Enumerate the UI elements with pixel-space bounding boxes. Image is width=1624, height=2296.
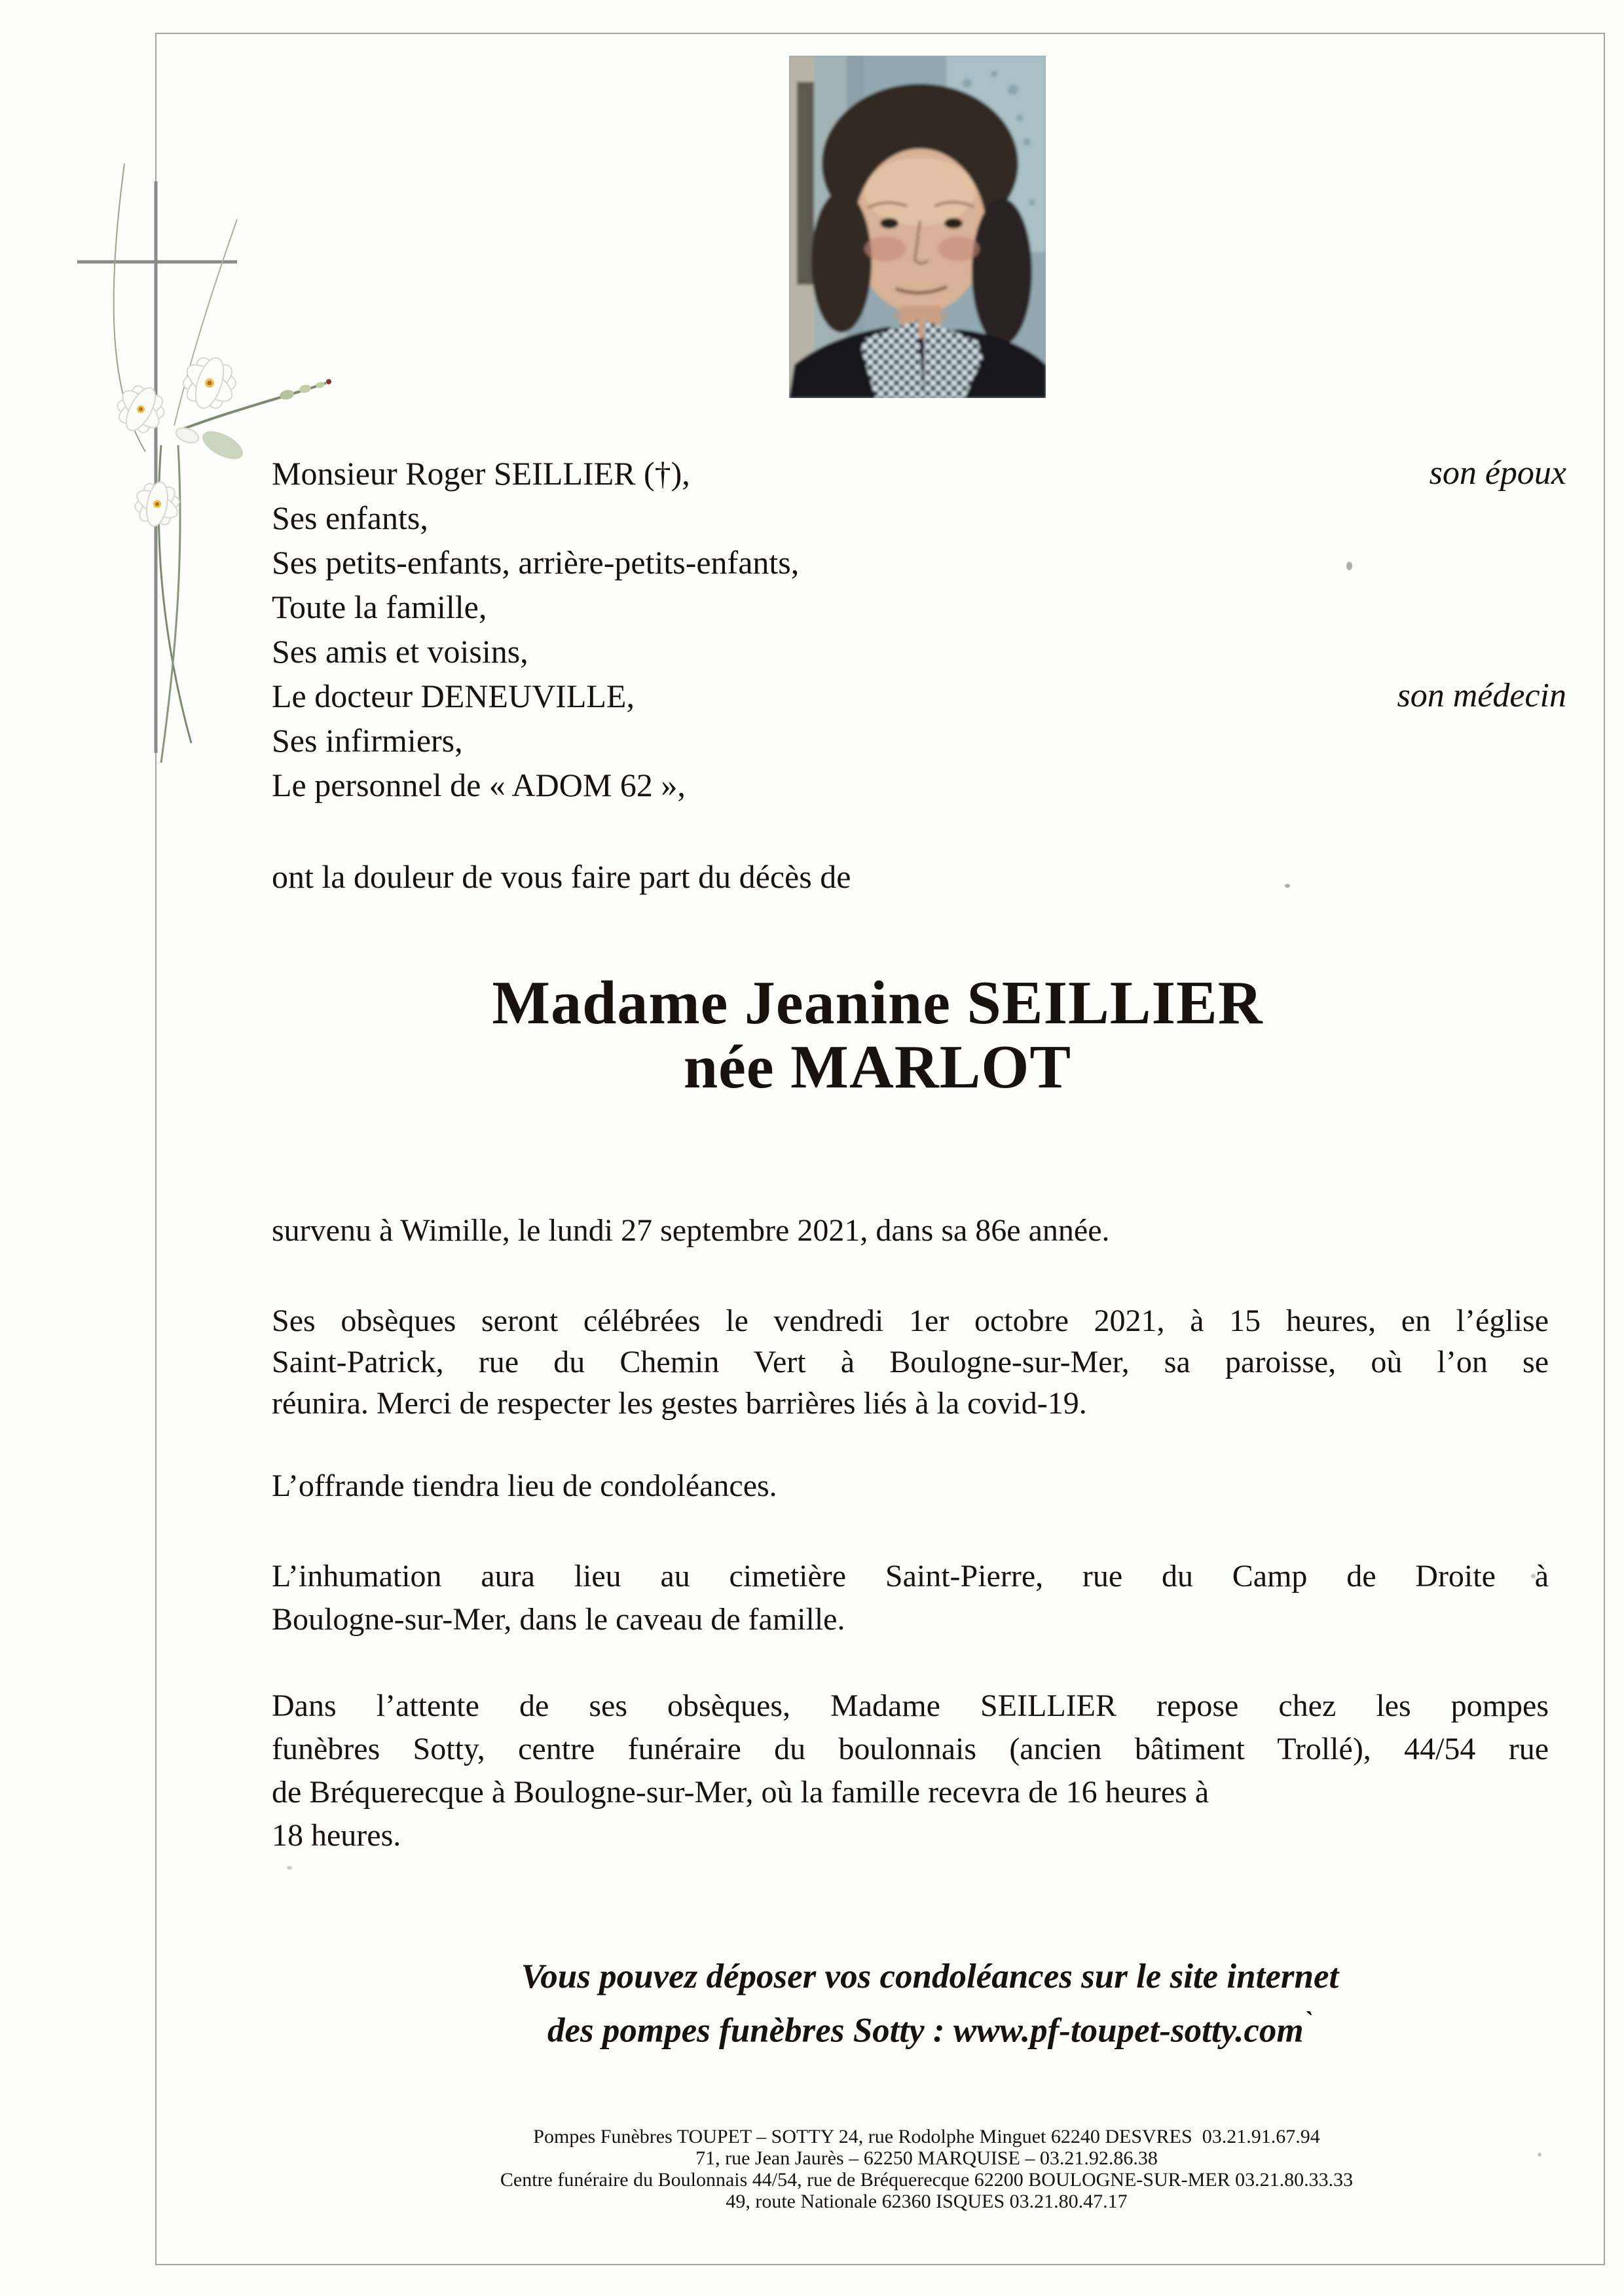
deceased-name-line2: née MARLOT: [683, 1033, 1072, 1101]
funeral-home-address-line: 71, rue Jean Jaurès – 62250 MARQUISE – 03.21.92.86.38: [695, 2147, 1158, 2169]
deceased-name: [223, 971, 1532, 1099]
family-list-text: Le personnel de « ADOM 62 »,: [272, 767, 686, 803]
condolence-line2-text: des pompes funèbres Sotty : www.pf-toupet-sotty.com: [547, 2011, 1304, 2050]
family-list-text: Le docteur DENEUVILLE,: [272, 678, 635, 714]
paragraph-line: Boulogne-sur-Mer, dans le caveau de famille.: [272, 1602, 845, 1637]
family-list-line: [272, 585, 1566, 629]
family-list-line: [272, 629, 1566, 674]
announcement-line: ont la douleur de vous faire part du décès de: [272, 858, 851, 895]
family-list-text: Ses amis et voisins,: [272, 633, 528, 670]
family-list-text: Monsieur Roger SEILLIER (†),: [272, 455, 690, 492]
grass-stems: [114, 164, 237, 763]
scan-artifact-mark: `: [1303, 2006, 1312, 2035]
family-list-line: [272, 451, 1566, 496]
paragraph-burial: [272, 1555, 1549, 1641]
portrait-photo: [789, 56, 1046, 398]
paragraph-line: Dans l’attente de ses obsèques, Madame SEILLIER repose chez les pompes: [272, 1688, 1549, 1723]
family-list-line: [272, 763, 1566, 807]
paragraph-line: Saint-Patrick, rue du Chemin Vert à Boulogne-sur-Mer, sa paroisse, où l’on se: [272, 1345, 1549, 1379]
paragraph-line: réunira. Merci de respecter les gestes barrières liés à la covid-19.: [272, 1386, 1087, 1421]
scan-speck: [1346, 562, 1352, 570]
paragraph-line: Ses obsèques seront célébrées le vendredi 1er octobre 2021, à 15 heures, en l’église: [272, 1303, 1549, 1338]
family-list-text: Toute la famille,: [272, 589, 487, 625]
deceased-name-line1: Madame Jeanine SEILLIER: [492, 969, 1263, 1037]
paragraph-line: L’offrande tiendra lieu de condoléances.: [272, 1468, 777, 1503]
paragraph-offering: [272, 1465, 1549, 1506]
paragraph-line: 18 heures.: [272, 1818, 401, 1853]
funeral-home-address-line: Pompes Funèbres TOUPET – SOTTY 24, rue Rodolphe Minguet 62240 DESVRES 03.21.91.67.94: [533, 2126, 1320, 2147]
paragraph-funeral-service: [272, 1300, 1549, 1424]
family-list-line: [272, 540, 1566, 585]
funeral-home-address-line: Centre funéraire du Boulonnais 44/54, rue de Bréquerecque 62200 BOULOGNE-SUR-MER 03.21.80.33.33: [500, 2169, 1354, 2191]
family-list-line: [272, 718, 1566, 763]
family-list-line: [272, 674, 1566, 718]
online-condolence-message: [291, 1955, 1568, 2053]
relation-annotation: son époux: [1429, 454, 1566, 492]
family-list: [272, 451, 1566, 807]
family-list-text: Ses enfants,: [272, 500, 428, 536]
relation-annotation: son médecin: [1397, 677, 1566, 714]
paragraph-repose-visits: [272, 1685, 1549, 1857]
family-list-line: [272, 496, 1566, 540]
paragraph-line: survenu à Wimille, le lundi 27 septembre 2021, dans sa 86e année.: [272, 1213, 1110, 1248]
cross-icon: [77, 181, 237, 753]
paragraph-line: funèbres Sotty, centre funéraire du boulonnais (ancien bâtiment Trollé), 44/54 rue: [272, 1732, 1549, 1766]
condolence-line2: [291, 1999, 1568, 2053]
condolence-line1: Vous pouvez déposer vos condoléances sur le site internet: [521, 1958, 1339, 1995]
scan-speck: [1538, 2153, 1541, 2157]
paragraph-death-date: [272, 1210, 1549, 1251]
scan-speck: [1285, 884, 1290, 888]
paragraph-line: de Bréquerecque à Boulogne-sur-Mer, où la famille recevra de 16 heures à: [272, 1775, 1209, 1810]
funeral-home-address-line: 49, route Nationale 62360 ISQUES 03.21.80.47.17: [726, 2191, 1128, 2212]
scan-speck: [1531, 1574, 1536, 1578]
scan-speck: [287, 1866, 292, 1870]
portrait-photo-illustration: [789, 56, 1046, 398]
funeral-home-addresses: [272, 2126, 1581, 2212]
family-list-text: Ses petits-enfants, arrière-petits-enfants,: [272, 544, 800, 581]
paragraph-line: L’inhumation aura lieu au cimetière Saint-Pierre, rue du Camp de Droite à: [272, 1559, 1549, 1594]
family-list-text: Ses infirmiers,: [272, 722, 463, 759]
